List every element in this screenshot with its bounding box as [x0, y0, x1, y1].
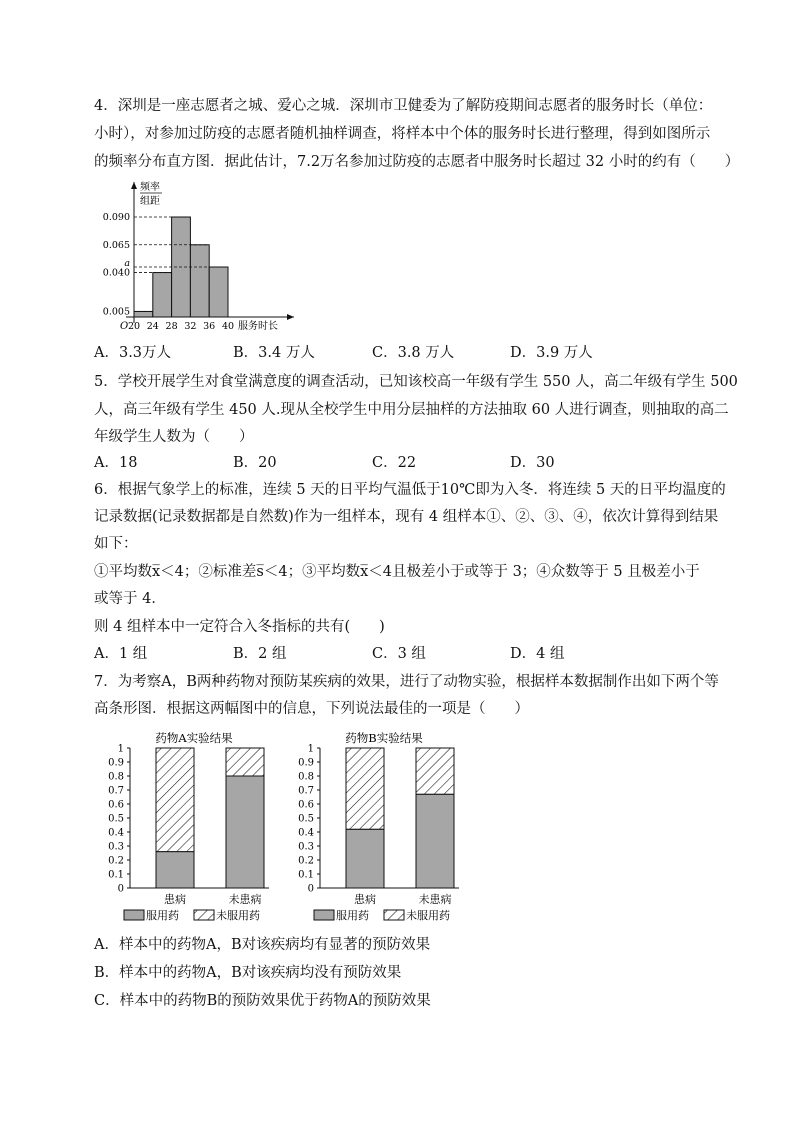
y-tick-label: 0.8 — [298, 771, 314, 783]
y-tick-label: 0.2 — [298, 855, 314, 867]
y-tick-label: 0.3 — [108, 841, 124, 853]
stacked-chart-a — [104, 726, 284, 926]
y-tick-label: 0.9 — [298, 757, 314, 769]
bar-segment-not-taken — [346, 748, 384, 829]
category-label: 患病 — [354, 893, 376, 906]
bar-segment-not-taken — [156, 748, 194, 852]
q6-option-d[interactable]: D．4 组 — [510, 646, 565, 662]
y-tick-label: 1 — [117, 743, 124, 755]
legend-label-taken: 服用药 — [146, 909, 179, 922]
q7-line-2: 高条形图．根据这两幅图中的信息，下列说法最佳的一项是（ ） — [94, 701, 529, 717]
q5-line-3: 年级学生人数为（ ） — [94, 429, 254, 445]
y-tick-label: 0.005 — [102, 306, 130, 318]
bar-segment-taken — [226, 776, 264, 888]
bar-segment-taken — [416, 794, 454, 888]
q4-option-c[interactable]: C．3.8 万人 — [372, 345, 455, 361]
q5-option-b[interactable]: B．20 — [233, 455, 277, 471]
legend-label-taken: 服用药 — [336, 909, 369, 922]
q6-line-5: 或等于 4． — [94, 591, 166, 607]
y-tick-label: 1 — [307, 743, 314, 755]
legend-swatch-not-taken — [194, 910, 214, 920]
histogram-bar — [209, 267, 228, 317]
q7-option-c[interactable]: C．样本中的药物B的预防效果优于药物A的预防效果 — [94, 993, 431, 1009]
bar-segment-taken — [346, 829, 384, 888]
q7-option-a[interactable]: A．样本中的药物A，B对该疾病均有显著的预防效果 — [94, 937, 431, 953]
q6-line-6: 则 4 组样本中一定符合入冬指标的共有( ) — [94, 619, 385, 635]
q6-line-2: 记录数据(记录数据都是自然数)作为一组样本，现有 4 组样本①、②、③、④，依次计算得到结果 — [94, 509, 719, 525]
category-label: 未患病 — [418, 893, 452, 906]
legend-swatch-taken — [314, 910, 334, 920]
x-tick-label: 20 — [127, 321, 141, 332]
q5-line-1: 5．学校开展学生对食堂满意度的调查活动，已知该校高一年级有学生 550 人，高二年级有学生 500 — [94, 374, 738, 390]
y-tick-label: 0 — [117, 883, 124, 895]
q4-line-3: 的频率分布直方图．据此估计，7.2万名参加过防疫的志愿者中服务时长超过 32 小时的约有（ ） — [94, 154, 740, 170]
y-tick-label: 0.040 — [102, 267, 130, 279]
bar-segment-not-taken — [416, 748, 454, 794]
q7-option-b[interactable]: B．样本中的药物A，B对该疾病均没有预防效果 — [94, 965, 402, 981]
y-marker-a: a — [124, 258, 130, 270]
y-tick-label: 0.8 — [108, 771, 124, 783]
y-tick-label: 0.3 — [298, 841, 314, 853]
x-tick-label: 24 — [146, 321, 159, 332]
q5-line-2: 人，高三年级有学生 450 人.现从全校学生中用分层抽样的方法抽取 60 人进行调查，则抽取的高二 — [94, 402, 729, 418]
x-tick-label: 40 — [221, 321, 235, 332]
y-tick-label: 0.6 — [298, 799, 314, 811]
q6-option-a[interactable]: A．1 组 — [94, 646, 148, 662]
q7-line-1: 7．为考察A，B两种药物对预防某疾病的效果，进行了动物实验，根据样本数据制作出如下两个等 — [94, 674, 719, 690]
q6-option-c[interactable]: C．3 组 — [372, 646, 426, 662]
y-tick-label: 0.4 — [298, 827, 314, 839]
x-axis-label: 服务时长 — [238, 321, 278, 332]
y-tick-label: 0.1 — [298, 869, 314, 881]
y-axis-label-bottom: 组距 — [140, 196, 160, 207]
q5-option-c[interactable]: C．22 — [372, 455, 417, 471]
y-tick-label: 0.090 — [102, 212, 130, 224]
q5-option-a[interactable]: A．18 — [94, 455, 138, 471]
y-tick-label: 0.9 — [108, 757, 124, 769]
legend-label-not-taken: 未服用药 — [406, 909, 450, 922]
category-label: 患病 — [164, 893, 186, 906]
category-label: 未患病 — [228, 893, 262, 906]
histogram-bar — [153, 273, 172, 317]
bar-segment-not-taken — [226, 748, 264, 776]
y-tick-label: 0.1 — [108, 869, 124, 881]
chart-title: 药物A实验结果 — [155, 731, 233, 745]
bar-segment-taken — [156, 852, 194, 888]
y-axis-label-top: 频率 — [140, 182, 160, 193]
legend-label-not-taken: 未服用药 — [216, 909, 260, 922]
q5-option-d[interactable]: D．30 — [510, 455, 555, 471]
y-tick-label: 0.2 — [108, 855, 124, 867]
y-tick-label: 0.065 — [102, 239, 130, 251]
legend-swatch-taken — [124, 910, 144, 920]
y-tick-label: 0.4 — [108, 827, 124, 839]
stacked-chart-b — [294, 726, 474, 926]
q4-line-2: 小时），对参加过防疫的志愿者随机抽样调查，将样本中个体的服务时长进行整理，得到如图所示 — [94, 126, 711, 142]
q4-option-d[interactable]: D．3.9 万人 — [510, 345, 593, 361]
q6-option-b[interactable]: B．2 组 — [233, 646, 287, 662]
q4-line-1: 4．深圳是一座志愿者之城、爱心之城．深圳市卫健委为了解防疫期间志愿者的服务时长（单位： — [94, 98, 713, 114]
x-tick-label: 36 — [203, 321, 216, 332]
x-tick-label: 28 — [165, 321, 178, 332]
q6-line-1: 6．根据气象学上的标准，连续 5 天的日平均气温低于10℃即为入冬．将连续 5 天的日平均温度的 — [94, 482, 726, 498]
chart-title: 药物B实验结果 — [345, 731, 423, 745]
q4-option-b[interactable]: B．3.4 万人 — [233, 345, 315, 361]
q6-line-4: ①平均数x̅＜4；②标准差s̅＜4；③平均数x̅＜4且极差小于或等于 3；④众数等于 5 且极差小于 — [94, 564, 700, 580]
y-tick-label: 0 — [307, 883, 314, 895]
x-tick-label: 32 — [184, 321, 197, 332]
y-tick-label: 0.5 — [108, 813, 124, 825]
y-tick-label: 0.5 — [298, 813, 314, 825]
histogram-bar — [134, 311, 153, 317]
y-tick-label: 0.6 — [108, 799, 124, 811]
histogram — [94, 176, 324, 338]
y-tick-label: 0.7 — [298, 785, 314, 797]
legend-swatch-not-taken — [384, 910, 404, 920]
y-tick-label: 0.7 — [108, 785, 124, 797]
q4-option-a[interactable]: A．3.3万人 — [94, 345, 172, 361]
histogram-bar — [190, 245, 209, 317]
origin-label: O — [120, 321, 129, 332]
q6-line-3: 如下： — [94, 536, 138, 552]
